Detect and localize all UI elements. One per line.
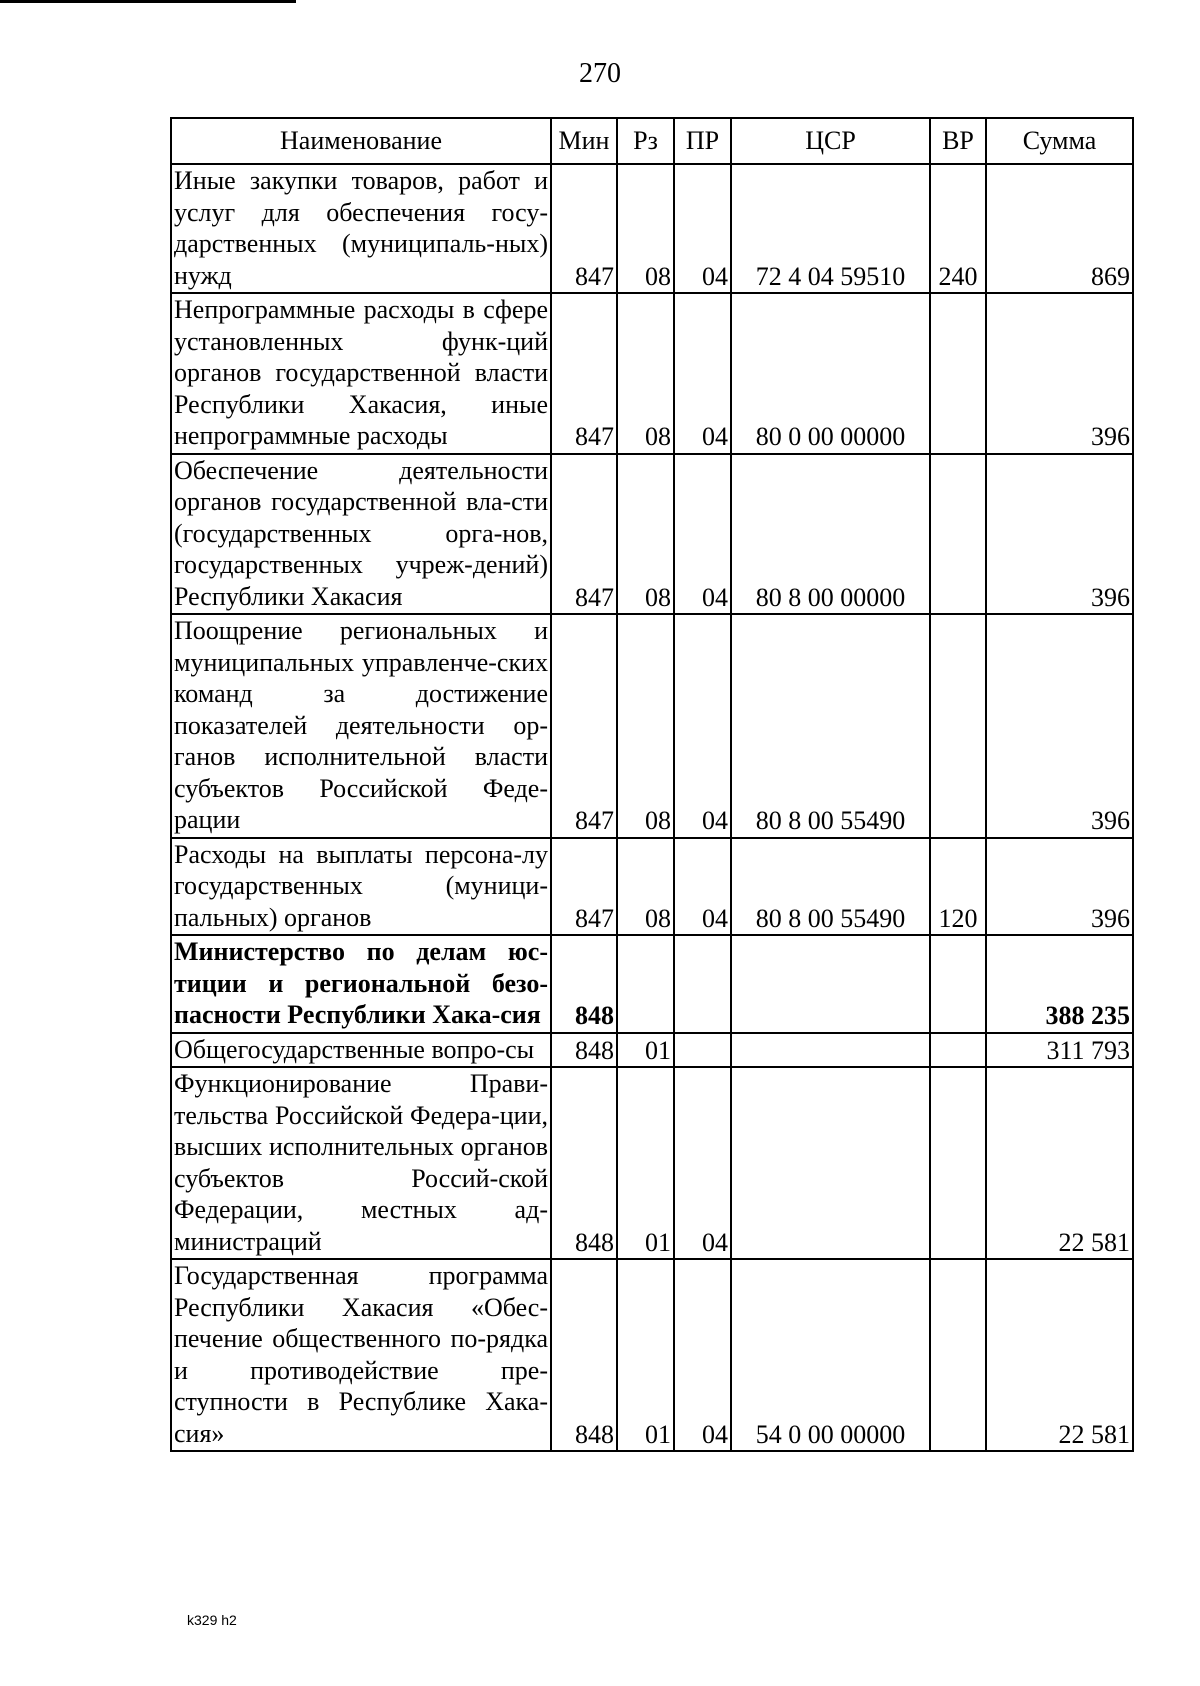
cell-pr (674, 1033, 731, 1068)
header-name: Наименование (171, 118, 551, 164)
cell-name: Функционирование Прави-тельства Российской Федера-ции, высших исполнительных органов субъектов Россий-ской Федерации, местных ад-министраций (171, 1067, 551, 1259)
cell-min: 847 (551, 614, 617, 838)
cell-rz: 08 (617, 614, 674, 838)
cell-rz: 08 (617, 454, 674, 615)
cell-rz: 01 (617, 1067, 674, 1259)
cell-vr: 120 (930, 838, 986, 936)
cell-vr (930, 293, 986, 454)
header-pr: ПР (674, 118, 731, 164)
cell-name: Непрограммные расходы в сфере установленных функ-ций органов государственной власти Республики Хакасия, иные непрограммные расходы (171, 293, 551, 454)
cell-pr: 04 (674, 293, 731, 454)
header-min: Мин (551, 118, 617, 164)
header-rz: Рз (617, 118, 674, 164)
cell-min: 847 (551, 164, 617, 293)
cell-name: Министерство по делам юс-тиции и региональной безо-пасности Республики Хака-сия (171, 935, 551, 1033)
cell-min: 848 (551, 1067, 617, 1259)
cell-csr: 80 8 00 00000 (731, 454, 930, 615)
header-csr: ЦСР (731, 118, 930, 164)
table-row (171, 454, 1133, 615)
cell-min: 847 (551, 454, 617, 615)
cell-csr (731, 1033, 930, 1068)
cell-csr (731, 935, 930, 1033)
table-header-row (171, 118, 1133, 164)
cell-rz: 08 (617, 293, 674, 454)
cell-pr: 04 (674, 614, 731, 838)
cell-sum: 869 (986, 164, 1133, 293)
header-sum: Сумма (986, 118, 1133, 164)
cell-csr: 80 0 00 00000 (731, 293, 930, 454)
cell-rz: 01 (617, 1033, 674, 1068)
cell-csr (731, 1067, 930, 1259)
cell-vr (930, 1067, 986, 1259)
cell-vr (930, 614, 986, 838)
table-row (171, 164, 1133, 293)
cell-rz: 01 (617, 1259, 674, 1451)
cell-csr: 80 8 00 55490 (731, 614, 930, 838)
cell-name: Поощрение региональных и муниципальных управленче-ских команд за достижение показателей деятельности ор-ганов исполнительной власти субъектов Российской Феде-рации (171, 614, 551, 838)
cell-rz: 08 (617, 164, 674, 293)
cell-rz (617, 935, 674, 1033)
cell-csr: 72 4 04 59510 (731, 164, 930, 293)
cell-csr: 54 0 00 00000 (731, 1259, 930, 1451)
cell-name: Государственная программа Республики Хакасия «Обес-печение общественного по-рядка и противодействие пре-ступности в Республике Хака-сия» (171, 1259, 551, 1451)
cell-pr: 04 (674, 164, 731, 293)
cell-sum: 396 (986, 293, 1133, 454)
budget-table (170, 117, 1134, 1452)
table-row (171, 1259, 1133, 1451)
header-vr: ВР (930, 118, 986, 164)
cell-min: 848 (551, 1259, 617, 1451)
cell-min: 847 (551, 293, 617, 454)
cell-name: Общегосударственные вопро-сы (171, 1033, 551, 1068)
cell-sum: 311 793 (986, 1033, 1133, 1068)
table-row (171, 838, 1133, 936)
cell-csr: 80 8 00 55490 (731, 838, 930, 936)
cell-sum: 396 (986, 454, 1133, 615)
table-row (171, 614, 1133, 838)
cell-pr (674, 935, 731, 1033)
cell-pr: 04 (674, 1259, 731, 1451)
cell-min: 847 (551, 838, 617, 936)
cell-name: Обеспечение деятельности органов государственной вла-сти (государственных орга-нов, государственных учреж-дений) Республики Хакасия (171, 454, 551, 615)
table-row (171, 293, 1133, 454)
table-body (171, 164, 1133, 1451)
table-row (171, 935, 1133, 1033)
cell-min: 848 (551, 935, 617, 1033)
cell-name: Иные закупки товаров, работ и услуг для обеспечения госу-дарственных (муниципаль-ных) нужд (171, 164, 551, 293)
cell-sum: 22 581 (986, 1067, 1133, 1259)
cell-pr: 04 (674, 454, 731, 615)
cell-vr (930, 1259, 986, 1451)
cell-sum: 388 235 (986, 935, 1133, 1033)
table-row (171, 1033, 1133, 1068)
cell-min: 848 (551, 1033, 617, 1068)
cell-name: Расходы на выплаты персона-лу государственных (муници-пальных) органов (171, 838, 551, 936)
cell-vr (930, 935, 986, 1033)
cell-pr: 04 (674, 1067, 731, 1259)
cell-vr: 240 (930, 164, 986, 293)
cell-sum: 396 (986, 838, 1133, 936)
footer-code: k329 h2 (187, 1612, 237, 1628)
cell-rz: 08 (617, 838, 674, 936)
table-row (171, 1067, 1133, 1259)
page-number: 270 (579, 58, 621, 89)
cell-vr (930, 454, 986, 615)
top-rule (0, 0, 296, 3)
cell-sum: 22 581 (986, 1259, 1133, 1451)
cell-sum: 396 (986, 614, 1133, 838)
cell-pr: 04 (674, 838, 731, 936)
cell-vr (930, 1033, 986, 1068)
